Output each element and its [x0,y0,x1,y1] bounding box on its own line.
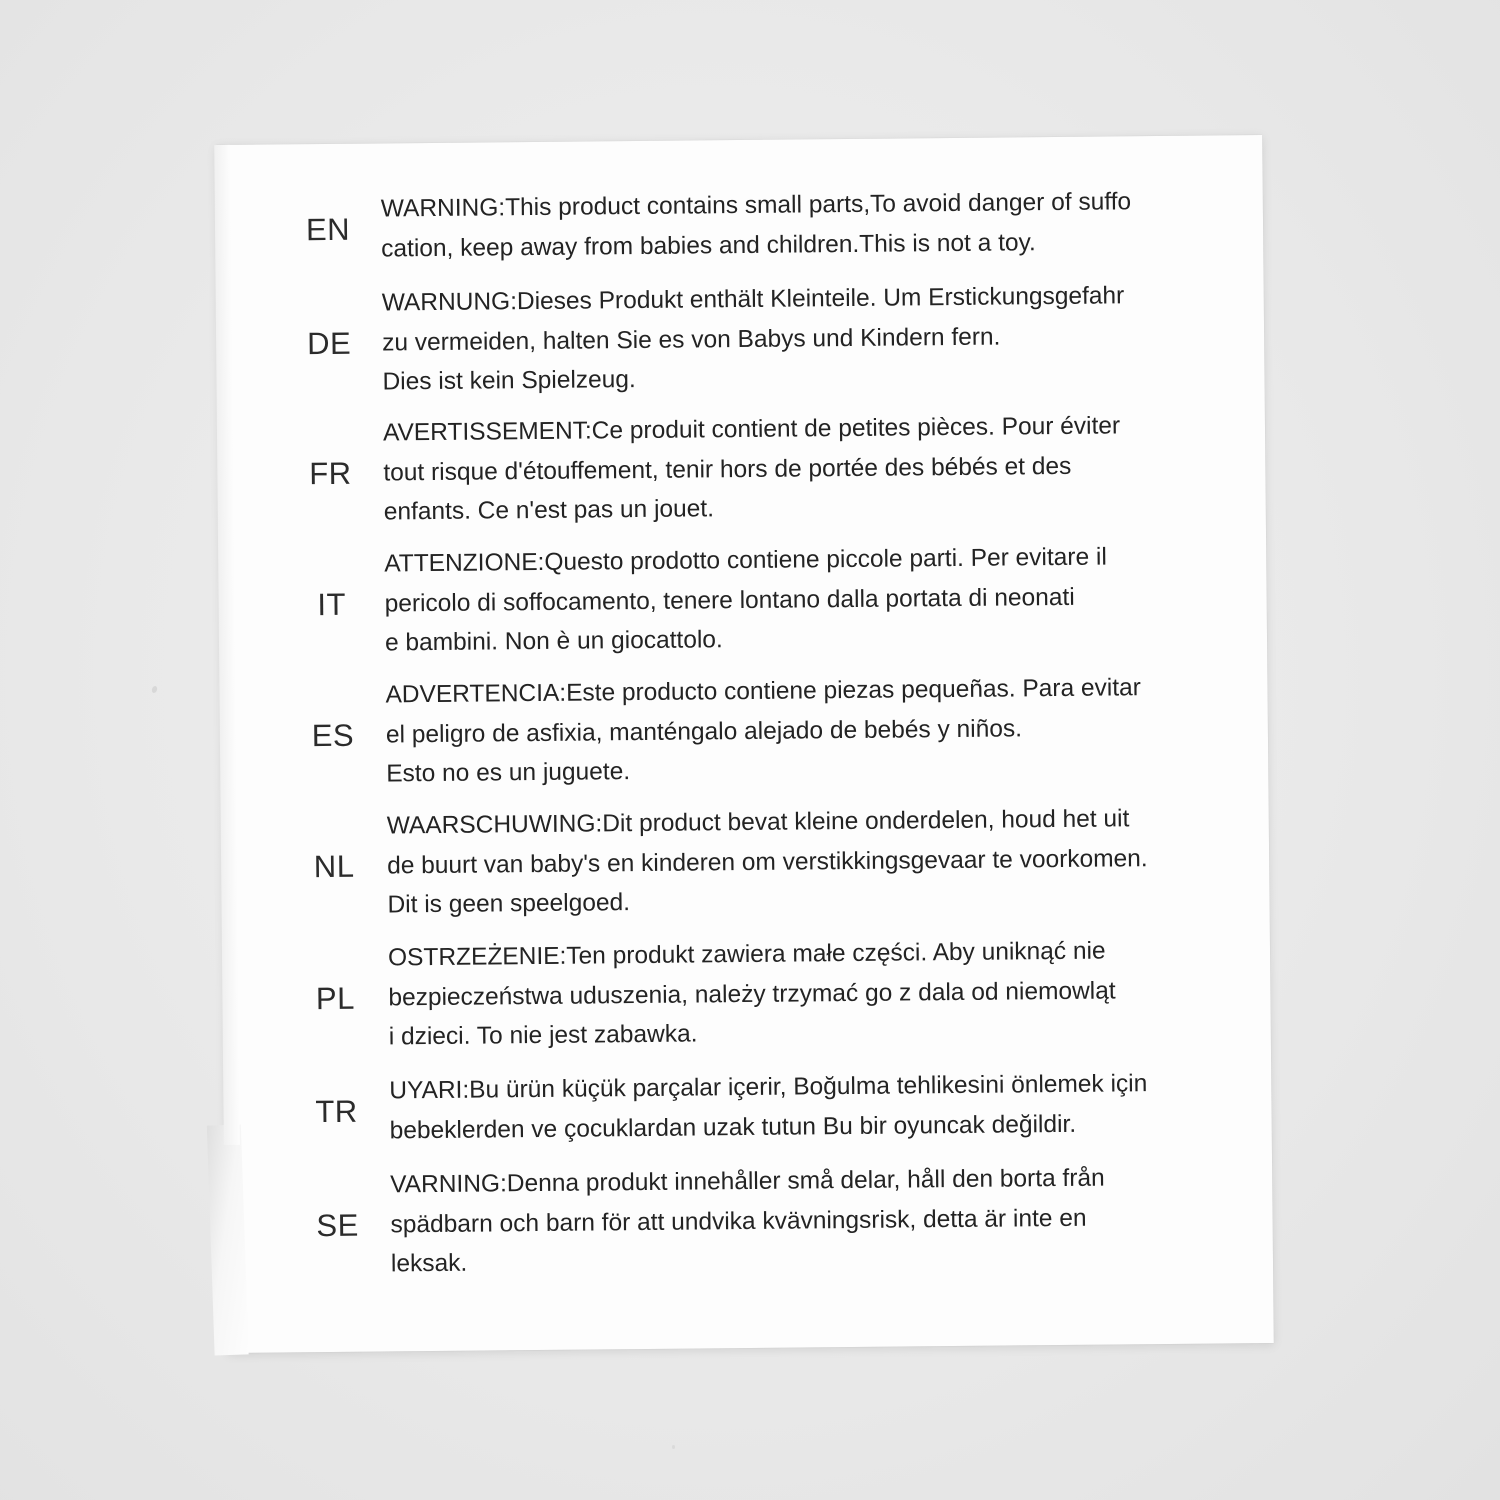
warning-text-it: ATTENZIONE:Questo prodotto contiene piccole parti. Per evitare il pericolo di soffocamento, tenere lontano dalla portata di neonati e bambini. Non è un giocattolo. [384,543,1107,657]
language-code-pl: PL [315,980,356,1017]
warning-block-es [279,667,1220,795]
warning-block-tr [283,1063,1224,1151]
language-code-de: DE [306,325,352,362]
warning-block-en [275,181,1216,269]
language-code-se: SE [316,1207,359,1244]
warning-text-es: ADVERTENCIA:Este producto contiene piezas pequeñas. Para evitar el peligro de asfixia, manténgalo alejado de bebés y niños. Esto no es un juguete. [385,674,1141,788]
warning-block-se [284,1157,1225,1285]
warning-block-de [276,275,1217,403]
warning-block-pl [282,930,1223,1058]
warning-block-nl [281,798,1222,926]
warning-block-fr [277,405,1218,533]
language-code-it: IT [317,586,347,623]
language-code-es: ES [311,717,355,754]
language-code-nl: NL [313,848,355,885]
warning-text-de: WARNUNG:Dieses Produkt enthält Kleinteile. Um Erstickungsgefahr zu vermeiden, halten Sie es von Babys und Kindern fern. Dies ist kein Spielzeug. [381,282,1125,396]
warning-text-nl: WAARSCHUWING:Dit product bevat kleine onderdelen, houd het uit de buurt van baby's en kinderen om verstikkingsgevaar te voorkomen. Dit is geen speelgoed. [386,805,1148,919]
warning-text-fr: AVERTISSEMENT:Ce produit contient de petites pièces. Pour éviter tout risque d'étouffement, tenir hors de portée des bébés et des enfants. Ce n'est pas un jouet. [382,412,1121,526]
warning-text-tr: UYARI:Bu ürün küçük parçalar içerir, Boğulma tehlikesini önlemek için bebeklerden ve çocuklardan uzak tutun Bu bir oyuncak değildir. [389,1070,1148,1145]
warning-block-it [278,536,1219,664]
background-speck [672,1445,675,1449]
warning-leaflet-paper [216,135,1274,1353]
warning-text-pl: OSTRZEŻENIE:Ten produkt zawiera małe części. Aby uniknąć nie bezpieczeństwa uduszenia, należy trzymać go z dala od niemowląt i dzieci. To nie jest zabawka. [387,937,1116,1051]
language-code-en: EN [305,211,351,248]
language-code-fr: FR [309,455,352,492]
background-speck [151,685,158,693]
language-code-tr: TR [315,1093,358,1130]
warning-text-se: VARNING:Denna produkt innehåller små delar, håll den borta från spädbarn och barn för att undvika kvävningsrisk, detta är inte en leksak. [390,1164,1105,1278]
warning-text-en: WARNING:This product contains small parts,To avoid danger of suffo cation, keep away from babies and children.This is not a toy. [380,188,1132,263]
leaflet-content [216,135,1274,1353]
